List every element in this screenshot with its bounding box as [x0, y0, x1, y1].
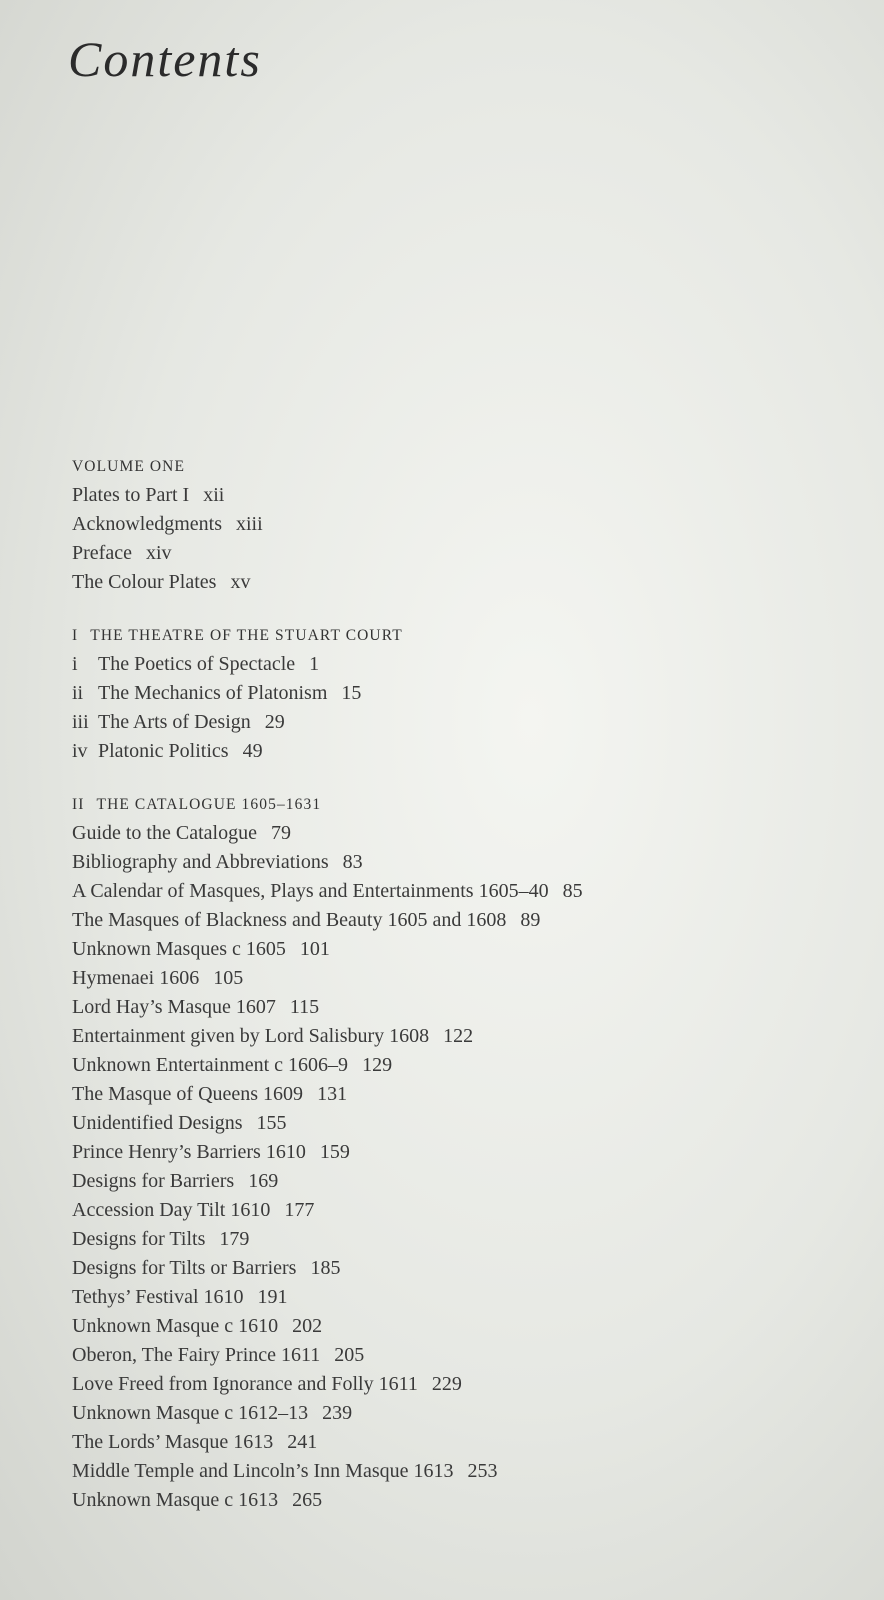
entry-title: Plates to Part I	[72, 484, 190, 506]
contents-entry	[72, 481, 832, 510]
page-number: 79	[270, 822, 291, 844]
section-number: II	[72, 796, 85, 813]
contents-entry	[72, 1399, 832, 1428]
contents-entry	[72, 964, 832, 993]
entry-title: Lord Hay’s Masque 1607	[72, 996, 276, 1018]
entry-title: Platonic Politics	[98, 740, 229, 762]
contents-entry	[72, 1370, 832, 1399]
entry-title: Unknown Masque c 1612–13	[72, 1402, 309, 1424]
chapter-number: ii	[72, 682, 84, 704]
contents-entry	[72, 1051, 832, 1080]
contents-entry	[72, 1428, 832, 1457]
entry-title: Hymenaei 1606	[72, 967, 200, 989]
entry-title: The Lords’ Masque 1613	[72, 1431, 274, 1453]
section-heading	[72, 790, 832, 819]
page-number: 202	[292, 1315, 323, 1337]
entry-title: The Poetics of Spectacle	[98, 653, 296, 675]
contents-entry	[72, 539, 832, 568]
page-number: 169	[248, 1170, 279, 1192]
page-number: 1	[309, 653, 320, 675]
entry-title: Tethys’ Festival 1610	[72, 1286, 244, 1308]
page-number: 159	[319, 1141, 350, 1163]
page-number: 105	[213, 967, 244, 989]
contents-entry	[72, 1225, 832, 1254]
section-heading	[72, 621, 832, 650]
chapter-number: iv	[72, 740, 88, 762]
contents-entry	[72, 1254, 832, 1283]
contents-entry	[72, 650, 832, 679]
contents-entry	[72, 1283, 832, 1312]
page-title: Contents	[68, 31, 262, 87]
page-number: 253	[467, 1460, 498, 1482]
entry-title: Prince Henry’s Barriers 1610	[72, 1141, 306, 1163]
contents-section	[72, 452, 832, 597]
contents-entry	[72, 1457, 832, 1486]
page-number: 122	[443, 1025, 474, 1047]
page-number: 49	[242, 740, 263, 762]
page-number: 205	[334, 1344, 365, 1366]
entry-title: Middle Temple and Lincoln’s Inn Masque 1613	[72, 1460, 454, 1482]
page-number: 89	[520, 909, 541, 931]
entry-title: Unknown Masque c 1613	[72, 1489, 279, 1511]
entry-title: Unknown Masques c 1605	[72, 938, 286, 960]
entry-title: The Mechanics of Platonism	[98, 682, 328, 704]
page-number: 177	[284, 1199, 315, 1221]
entry-title: Unidentified Designs	[72, 1112, 243, 1134]
page-number: 83	[342, 851, 363, 873]
contents-entry	[72, 1167, 832, 1196]
page-number: xiv	[145, 542, 172, 564]
contents-entry	[72, 510, 832, 539]
entry-title: A Calendar of Masques, Plays and Entertainments 1605–40	[72, 880, 549, 902]
contents-entry	[72, 848, 832, 877]
contents-entry	[72, 1196, 832, 1225]
page-number: xv	[230, 571, 251, 593]
section-heading-text: VOLUME ONE	[72, 458, 186, 475]
page-number: 185	[310, 1257, 341, 1279]
entry-title: Designs for Tilts	[72, 1228, 206, 1250]
contents-entry	[72, 1138, 832, 1167]
contents-entry	[72, 1109, 832, 1138]
contents-entry	[72, 1341, 832, 1370]
page-number: xii	[203, 484, 225, 506]
page-number: 229	[431, 1373, 462, 1395]
contents-entry	[72, 877, 832, 906]
page-number: 115	[289, 996, 320, 1018]
contents-entry	[72, 708, 832, 737]
section-heading-text: THE THEATRE OF THE STUART COURT	[90, 627, 403, 644]
page-number: 155	[256, 1112, 287, 1134]
contents-entry	[72, 993, 832, 1022]
contents-entry	[72, 1486, 832, 1515]
chapter-number: iii	[72, 711, 89, 733]
contents-entry	[72, 568, 832, 597]
entry-title: Designs for Tilts or Barriers	[72, 1257, 297, 1279]
page-number: 239	[322, 1402, 353, 1424]
entry-title: Guide to the Catalogue	[72, 822, 257, 844]
contents-entry	[72, 1312, 832, 1341]
page-number: 29	[264, 711, 285, 733]
page-number: 131	[317, 1083, 348, 1105]
entry-title: The Colour Plates	[72, 571, 217, 593]
contents-section	[72, 621, 832, 766]
entry-title: The Masque of Queens 1609	[72, 1083, 304, 1105]
entry-title: Preface	[72, 542, 132, 564]
entry-title: Oberon, The Fairy Prince 1611	[72, 1344, 321, 1366]
entry-title: Entertainment given by Lord Salisbury 1608	[72, 1025, 430, 1047]
entry-title: The Arts of Design	[98, 711, 251, 733]
page-number: 85	[562, 880, 583, 902]
page-number: 129	[362, 1054, 393, 1076]
contents-entry	[72, 679, 832, 708]
entry-title: Acknowledgments	[72, 513, 222, 535]
contents-entry	[72, 935, 832, 964]
table-of-contents	[72, 452, 832, 1515]
contents-entry	[72, 1080, 832, 1109]
page-number: 265	[292, 1489, 323, 1511]
section-heading-text: THE CATALOGUE 1605–1631	[96, 796, 322, 813]
entry-title: Designs for Barriers	[72, 1170, 235, 1192]
chapter-number: i	[72, 653, 78, 675]
entry-title: Unknown Masque c 1610	[72, 1315, 279, 1337]
entry-title: Bibliography and Abbreviations	[72, 851, 329, 873]
contents-entry	[72, 1022, 832, 1051]
entry-title: Accession Day Tilt 1610	[72, 1199, 271, 1221]
contents-entry	[72, 819, 832, 848]
page-number: 179	[219, 1228, 250, 1250]
contents-entry	[72, 737, 832, 766]
section-number: I	[72, 627, 79, 644]
page-number: 191	[257, 1286, 288, 1308]
page-number: 15	[341, 682, 362, 704]
entry-title: Love Freed from Ignorance and Folly 1611	[72, 1373, 418, 1395]
contents-entry	[72, 906, 832, 935]
page-number: 101	[299, 938, 330, 960]
entry-title: Unknown Entertainment c 1606–9	[72, 1054, 349, 1076]
contents-section	[72, 790, 832, 1515]
entry-title: The Masques of Blackness and Beauty 1605 and 1608	[72, 909, 507, 931]
section-heading	[72, 452, 832, 481]
page-number: 241	[287, 1431, 318, 1453]
page-number: xiii	[235, 513, 263, 535]
